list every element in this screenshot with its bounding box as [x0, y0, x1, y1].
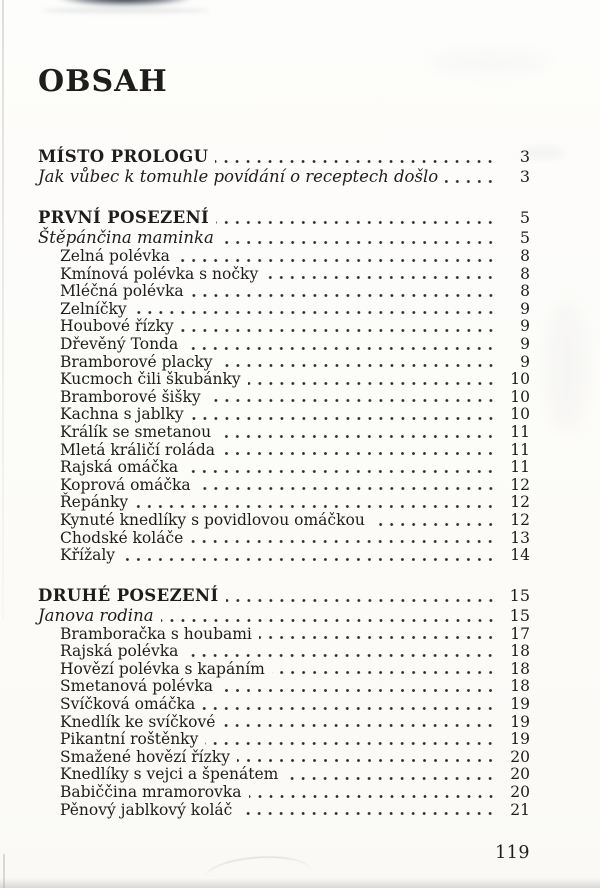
toc-page-number: 11: [510, 458, 530, 477]
toc-page-number: 14: [510, 546, 530, 565]
dot-leader: [265, 275, 496, 280]
dot-leader: [218, 434, 496, 439]
toc-entry: [38, 530, 530, 548]
toc-page-number: 20: [510, 747, 530, 766]
toc-page-number: 5: [519, 208, 530, 227]
toc-entry-label: Králík se smetanou: [60, 422, 212, 441]
toc-section-header: [38, 146, 530, 167]
toc-page-number: 3: [519, 147, 530, 166]
toc-page-number: 15: [509, 605, 530, 625]
toc-entry: [38, 424, 530, 442]
dot-leader: [249, 794, 497, 799]
toc-entry: [38, 802, 530, 820]
toc-entry-label: Houbové řízky: [60, 317, 174, 336]
toc-entry: [38, 661, 530, 679]
toc-entry-label: Hovězí polévka s kapáním: [60, 659, 265, 678]
dot-leader: [222, 451, 496, 456]
toc-entry-label: Kmínová polévka s nočky: [60, 264, 259, 283]
dot-leader: [445, 179, 496, 184]
toc-entry-label: Knedlíky s vejci a špenátem: [60, 765, 279, 784]
dot-leader: [222, 723, 496, 728]
toc-entry-label: Zelníčky: [60, 299, 127, 318]
table-of-contents: [38, 146, 530, 819]
toc-entry: [38, 512, 530, 530]
toc-entry-label: Mletá králičí roláda: [60, 440, 216, 459]
dot-leader: [191, 416, 496, 421]
toc-entry: [38, 766, 530, 784]
dot-leader: [248, 381, 496, 386]
toc-page-number: 10: [510, 405, 530, 424]
toc-entry-label: Bramborové placky: [60, 352, 213, 371]
toc-section-header-label: PRVNÍ POSEZENÍ: [38, 208, 210, 227]
dot-leader: [135, 504, 496, 509]
toc-entry-label: Rajská polévka: [60, 642, 179, 661]
dot-leader: [177, 258, 496, 263]
toc-section-header-label: MÍSTO PROLOGU: [38, 147, 209, 166]
toc-entry: [38, 336, 530, 354]
scan-artifact-top-smudge: [58, 0, 192, 6]
toc-entry-label: Pěnový jablkový koláč: [60, 800, 233, 819]
toc-page-number: 5: [519, 228, 530, 247]
toc-entry: [38, 494, 530, 512]
scan-artifact-top-streak: [42, 8, 210, 13]
dot-leader: [372, 522, 496, 527]
toc-entry: [38, 714, 530, 732]
toc-entry: [38, 354, 530, 372]
toc-section-subtitle: [38, 167, 530, 187]
folio-page-number: 119: [495, 843, 530, 864]
toc-section-header-label: DRUHÉ POSEZENÍ: [38, 585, 219, 605]
dot-leader: [161, 618, 496, 623]
toc-page-number: 19: [510, 730, 530, 749]
toc-section-header: [38, 207, 530, 228]
toc-entry: [38, 248, 530, 266]
dot-leader: [272, 670, 496, 675]
dot-leader: [202, 706, 496, 711]
dot-leader: [259, 635, 496, 640]
toc-section-subtitle-label: Štěpánčina maminka: [38, 228, 214, 247]
toc-page-number: 21: [510, 800, 530, 819]
toc-page-number: 18: [510, 677, 530, 696]
toc-page-number: 3: [519, 167, 530, 186]
toc-entry: [38, 389, 530, 407]
dot-leader: [220, 363, 496, 368]
toc-page-number: 13: [510, 528, 530, 547]
dot-leader: [215, 159, 496, 164]
dot-leader: [198, 486, 496, 491]
dot-leader: [220, 688, 496, 693]
toc-page-number: 8: [520, 247, 530, 265]
toc-section-header: [38, 585, 530, 606]
toc-page-number: 15: [509, 585, 530, 605]
dot-leader: [239, 811, 496, 816]
toc-entry: [38, 678, 530, 696]
dot-leader: [205, 741, 496, 746]
dot-leader: [134, 310, 496, 315]
dot-leader: [221, 240, 496, 245]
toc-entry-label: Zelná polévka: [60, 247, 170, 265]
toc-page-number: 10: [510, 370, 530, 389]
dot-leader: [190, 539, 496, 544]
toc-section: [38, 207, 530, 565]
dot-leader: [181, 328, 496, 333]
toc-entry: [38, 477, 530, 495]
toc-entry: [38, 696, 530, 714]
toc-entry-label: Knedlík ke svíčkové: [60, 712, 216, 731]
toc-entry-label: Bramboračka s houbami: [60, 624, 252, 643]
dot-leader: [237, 758, 496, 763]
toc-page-number: 20: [510, 765, 530, 784]
toc-entry: [38, 784, 530, 802]
toc-entry-label: Svíčková omáčka: [60, 695, 196, 714]
toc-page-number: 9: [520, 299, 530, 318]
toc-section-subtitle-label: Janova rodina: [38, 605, 154, 625]
toc-page-number: 8: [520, 282, 530, 301]
toc-entry-label: Smetanová polévka: [60, 677, 213, 696]
toc-entry-label: Kachna s jablky: [60, 405, 184, 424]
toc-section: [38, 146, 530, 187]
toc-entry: [38, 283, 530, 301]
toc-entry-label: Bramborové šišky: [60, 387, 201, 406]
page-content: [0, 66, 600, 863]
dot-leader: [226, 598, 496, 603]
toc-page-number: 12: [510, 510, 530, 529]
toc-entry-label: Mléčná polévka: [60, 282, 184, 301]
toc-page-number: 9: [520, 352, 530, 371]
toc-entry-label: Kynuté knedlíky s povidlovou omáčkou: [60, 510, 365, 529]
toc-page-number: 9: [520, 317, 530, 336]
toc-entry-label: Křížaly: [60, 546, 116, 565]
toc-page-number: 8: [520, 264, 530, 283]
toc-entry: [38, 318, 530, 336]
toc-entry: [38, 547, 530, 565]
toc-page-number: 12: [510, 493, 530, 512]
toc-entry: [38, 442, 530, 460]
dot-leader: [191, 293, 496, 298]
scan-artifact-bottom-band: [0, 878, 600, 888]
dot-leader: [285, 776, 496, 781]
toc-entry: [38, 371, 530, 389]
toc-entry: [38, 406, 530, 424]
toc-section-subtitle: [38, 606, 530, 626]
toc-section: [38, 585, 530, 820]
toc-page-number: 17: [510, 624, 530, 643]
toc-page-number: 9: [520, 334, 530, 353]
toc-entry: [38, 643, 530, 661]
toc-page-number: 11: [510, 422, 530, 441]
toc-entry: [38, 459, 530, 477]
dot-leader: [208, 398, 496, 403]
toc-page-number: 18: [510, 642, 530, 661]
toc-page-number: 11: [510, 440, 530, 459]
toc-entry-label: Rajská omáčka: [60, 458, 179, 477]
toc-page-number: 12: [510, 475, 530, 494]
toc-page-number: 19: [510, 695, 530, 714]
toc-entry-label: Chodské koláče: [60, 528, 184, 547]
toc-entry: [38, 731, 530, 749]
toc-entry: [38, 301, 530, 319]
toc-page-number: 18: [510, 659, 530, 678]
toc-entry: [38, 749, 530, 767]
toc-entry-label: Koprová omáčka: [60, 475, 191, 494]
toc-entry-label: Babiččina mramorovka: [60, 783, 242, 802]
dot-leader: [216, 220, 496, 225]
toc-entry-label: Smažené hovězí řízky: [60, 747, 230, 766]
toc-entry-label: Dřevěný Tonda: [60, 334, 179, 353]
dot-leader: [185, 346, 496, 351]
dot-leader: [185, 653, 496, 658]
toc-entry-label: Řepánky: [60, 493, 129, 512]
toc-page-number: 10: [510, 387, 530, 406]
toc-entry-label: Pikantní roštěnky: [60, 730, 199, 749]
toc-entry: [38, 626, 530, 644]
dot-leader: [185, 469, 496, 474]
page-title: OBSAH: [38, 64, 168, 99]
toc-section-subtitle-label: Jak vůbec k tomuhle povídání o receptech došlo: [38, 167, 439, 186]
toc-page-number: 19: [510, 712, 530, 731]
toc-page-number: 20: [510, 783, 530, 802]
toc-section-subtitle: [38, 228, 530, 248]
toc-entry-label: Kucmoch čili škubánky: [60, 370, 241, 389]
dot-leader: [122, 557, 496, 562]
toc-entry: [38, 266, 530, 284]
